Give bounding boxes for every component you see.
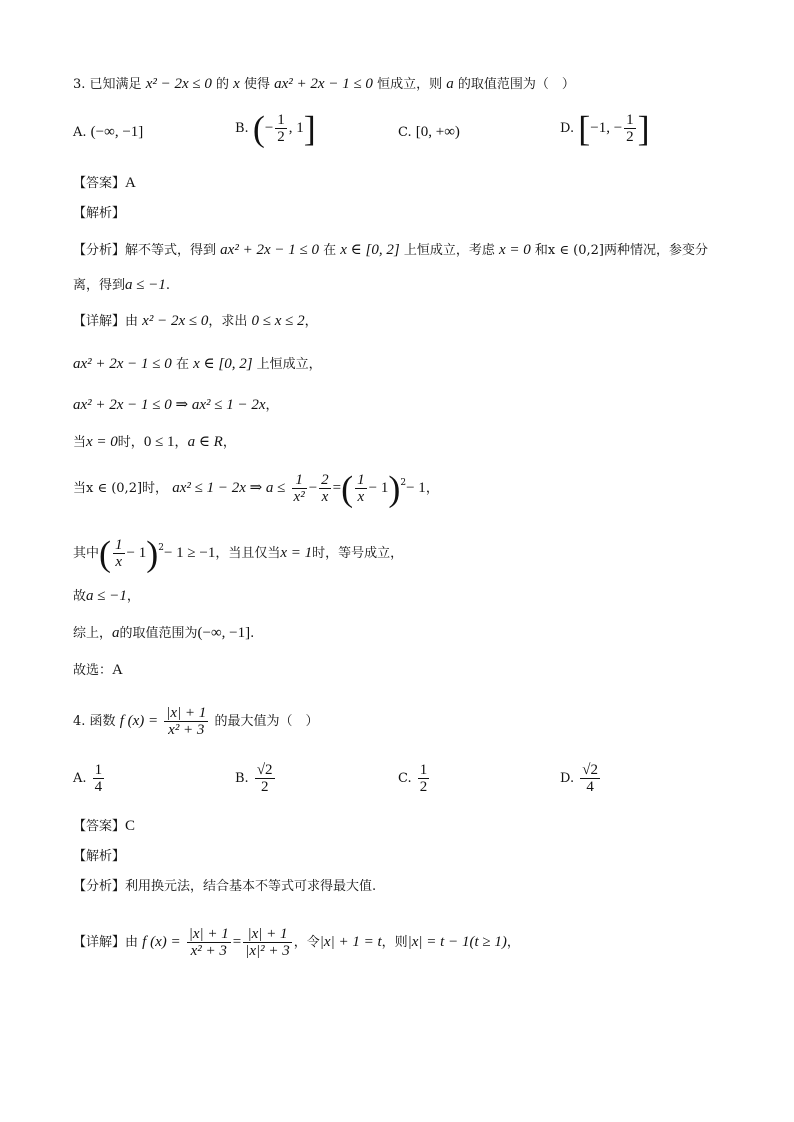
detail-label: 【详解】	[73, 314, 126, 329]
text: .	[165, 278, 171, 293]
denominator: x	[321, 489, 329, 505]
numerator: √2	[582, 762, 598, 778]
text: 的取值范围为	[119, 626, 198, 641]
text: 利用换元法，结合基本不等式可求得最大值.	[125, 879, 377, 894]
select-value: A	[112, 662, 123, 678]
q3-fenxi	[73, 243, 708, 258]
text: 上恒成立，	[256, 357, 322, 372]
fraction	[164, 705, 208, 738]
option-letter: B.	[235, 771, 249, 786]
numerator: |x| + 1	[166, 705, 207, 721]
close-bracket: ]	[303, 108, 316, 149]
text: 其中	[73, 546, 100, 561]
q4-option-a	[73, 762, 106, 795]
q3-option-b	[235, 108, 316, 149]
q3-detail-4	[73, 435, 236, 450]
q4-detail-1	[73, 926, 520, 959]
select-label: 故选：	[73, 663, 113, 678]
numerator: |x| + 1	[243, 926, 292, 943]
math: − 1 ≥ −1	[163, 545, 216, 561]
fraction	[292, 472, 307, 505]
text: 上恒成立，考虑	[403, 243, 495, 258]
option-value: , 1	[288, 120, 304, 136]
open-paren: (	[252, 108, 265, 149]
denominator: 4	[94, 779, 103, 795]
math: ax² + 2x − 1 ≤ 0 ⇒ ax² ≤ 1 − 2x	[73, 397, 266, 413]
answer-value: A	[125, 175, 136, 191]
option-letter: A.	[73, 771, 87, 786]
q3-detail-3	[73, 398, 279, 413]
text: 综上，	[73, 626, 113, 641]
text: 离，得到	[73, 278, 126, 293]
close-bracket: ]	[637, 108, 650, 149]
q4-number: 4.	[73, 714, 86, 729]
option-letter: A.	[73, 125, 87, 140]
option-value: (−∞, −1]	[90, 124, 144, 140]
denominator: x	[357, 489, 365, 505]
text: ，	[174, 435, 188, 450]
fraction	[243, 926, 292, 959]
denominator: x	[115, 554, 123, 570]
q3-detail-6	[73, 533, 404, 574]
text: 时，等号成立，	[312, 546, 404, 561]
denominator: 4	[586, 779, 594, 795]
q3-fenxi-cont	[73, 278, 170, 293]
fraction	[113, 537, 125, 570]
numerator: 2	[321, 472, 329, 488]
text: 由	[125, 935, 139, 950]
text: 时，	[117, 435, 144, 450]
text: ，令	[293, 935, 320, 950]
analysis-label: 【解析】	[73, 849, 126, 864]
numerator: 1	[626, 112, 634, 128]
q3-detail-8	[73, 626, 254, 641]
text: 和x ∈ (0,2]两种情况，参变分	[534, 243, 708, 258]
q3-stem-text: 的	[216, 77, 230, 92]
q3-stem-text: 已知满足	[89, 77, 142, 92]
q3-stem-text: 的取值范围为（ ）	[457, 77, 575, 92]
math: 0 ≤ x ≤ 2	[251, 313, 305, 329]
denominator: 2	[260, 779, 269, 795]
numerator: 1	[94, 762, 103, 778]
math: f (x) =	[119, 713, 159, 729]
math: a ∈ R	[187, 434, 223, 450]
q4-fenxi	[73, 880, 376, 893]
text: 解不等式，得到	[125, 243, 217, 258]
q3-detail-1	[73, 314, 318, 329]
text: ，则	[381, 935, 408, 950]
math: ax² + 2x − 1 ≤ 0	[73, 356, 172, 372]
numerator: 1	[277, 112, 285, 128]
q3-stem-text: 使得	[243, 77, 270, 92]
numerator: 1	[357, 472, 365, 488]
option-letter: C.	[398, 771, 412, 786]
math: x = 1	[280, 545, 313, 561]
math: x² − 2x ≤ 0	[142, 313, 209, 329]
text: ，	[506, 935, 520, 950]
option-letter: D.	[560, 121, 575, 136]
denominator: 2	[419, 779, 428, 795]
math: (−∞, −1]	[197, 625, 251, 641]
fraction	[255, 762, 275, 795]
answer-value: C	[125, 818, 136, 834]
fraction	[580, 762, 600, 795]
fraction	[418, 762, 430, 795]
numerator: 1	[419, 762, 428, 778]
q4-option-b	[235, 762, 277, 795]
equals: =	[232, 934, 242, 950]
q3-select	[73, 663, 123, 678]
q3-option-a	[73, 124, 143, 141]
q4-analysis-label	[73, 850, 125, 863]
open-bracket: [	[578, 108, 591, 149]
q4-stem	[73, 705, 318, 738]
fraction	[319, 472, 331, 505]
minus: −	[264, 120, 274, 136]
fraction	[624, 112, 636, 145]
q3-answer	[73, 176, 136, 191]
text: ，	[126, 589, 140, 604]
equals: =	[332, 480, 342, 496]
q4-option-d	[560, 762, 602, 795]
q3-number: 3.	[73, 77, 86, 92]
denominator: 2	[626, 129, 634, 145]
math: − 1	[368, 480, 389, 496]
open-paren: (	[99, 533, 112, 574]
text: 在	[323, 243, 337, 258]
math: a	[112, 625, 120, 641]
text: 的最大值为（ ）	[214, 714, 319, 729]
q4-option-c	[398, 762, 431, 795]
q3-var-a: a	[446, 76, 454, 92]
open-paren: (	[341, 468, 354, 509]
text: ，	[222, 435, 236, 450]
math: |x| + 1 = t	[319, 934, 382, 950]
fraction	[93, 762, 105, 795]
q3-analysis-label	[73, 207, 125, 220]
numerator: 1	[292, 472, 307, 489]
text: 函数	[89, 714, 116, 729]
exponent: 2	[158, 543, 164, 553]
fraction	[187, 926, 231, 959]
q3-condition-1: x² − 2x ≤ 0	[145, 76, 212, 92]
q3-stem	[73, 77, 575, 92]
denominator: x² + 3	[190, 943, 227, 959]
analysis-label: 【解析】	[73, 206, 126, 221]
denominator: |x|² + 3	[245, 943, 290, 959]
text: ，	[425, 481, 439, 496]
text: 故	[73, 589, 87, 604]
numerator: 1	[115, 537, 123, 553]
text: 当	[73, 435, 87, 450]
text: 当x ∈ (0,2]时，	[73, 481, 169, 496]
math: − 1	[126, 545, 147, 561]
fenxi-label: 【分析】	[73, 243, 126, 258]
math: a ≤ −1	[125, 277, 166, 293]
text: ，当且仅当	[215, 546, 281, 561]
math: ax² + 2x − 1 ≤ 0	[220, 242, 319, 258]
text: ，	[304, 314, 318, 329]
math: x = 0	[499, 242, 531, 258]
option-letter: C.	[398, 125, 412, 140]
text: ，	[265, 398, 279, 413]
math: ax² ≤ 1 − 2x ⇒ a ≤	[172, 480, 286, 496]
answer-label: 【答案】	[73, 819, 126, 834]
q3-detail-5	[73, 468, 439, 509]
fraction	[275, 112, 287, 145]
math: x = 0	[86, 434, 118, 450]
text: ，求出	[208, 314, 248, 329]
exponent: 2	[400, 478, 407, 488]
minus: −	[308, 480, 318, 496]
option-letter: D.	[560, 771, 575, 786]
math: x ∈ [0, 2]	[340, 242, 400, 258]
numerator: |x| + 1	[188, 926, 229, 942]
option-value: −1, −	[590, 120, 623, 136]
q3-var-x: x	[233, 76, 240, 92]
denominator: x² + 3	[168, 722, 205, 738]
detail-label: 【详解】	[73, 935, 126, 950]
close-paren: )	[388, 468, 401, 509]
close-paren: )	[146, 533, 159, 574]
numerator: √2	[256, 762, 273, 778]
text: 在	[175, 357, 189, 372]
math: f (x) =	[142, 934, 181, 950]
math: a ≤ −1	[86, 588, 127, 604]
q3-stem-text: 恒成立，则	[377, 77, 443, 92]
text: 由	[125, 314, 139, 329]
q3-option-c	[398, 124, 460, 141]
math: 0 ≤ 1	[143, 434, 175, 450]
math: |x| = t − 1(t ≥ 1)	[407, 934, 507, 950]
q3-option-d	[560, 108, 650, 149]
option-value: [0, +∞)	[415, 124, 460, 140]
fraction	[355, 472, 367, 505]
text: .	[250, 626, 255, 641]
option-letter: B.	[235, 121, 249, 136]
fenxi-label: 【分析】	[73, 879, 126, 894]
answer-label: 【答案】	[73, 176, 126, 191]
denominator: x²	[293, 489, 305, 505]
q3-detail-2	[73, 357, 322, 372]
q3-detail-7	[73, 589, 140, 604]
q3-condition-2: ax² + 2x − 1 ≤ 0	[274, 76, 373, 92]
math: x ∈ [0, 2]	[193, 356, 253, 372]
denominator: 2	[277, 129, 285, 145]
q4-answer	[73, 819, 135, 834]
math: − 1	[406, 480, 426, 496]
